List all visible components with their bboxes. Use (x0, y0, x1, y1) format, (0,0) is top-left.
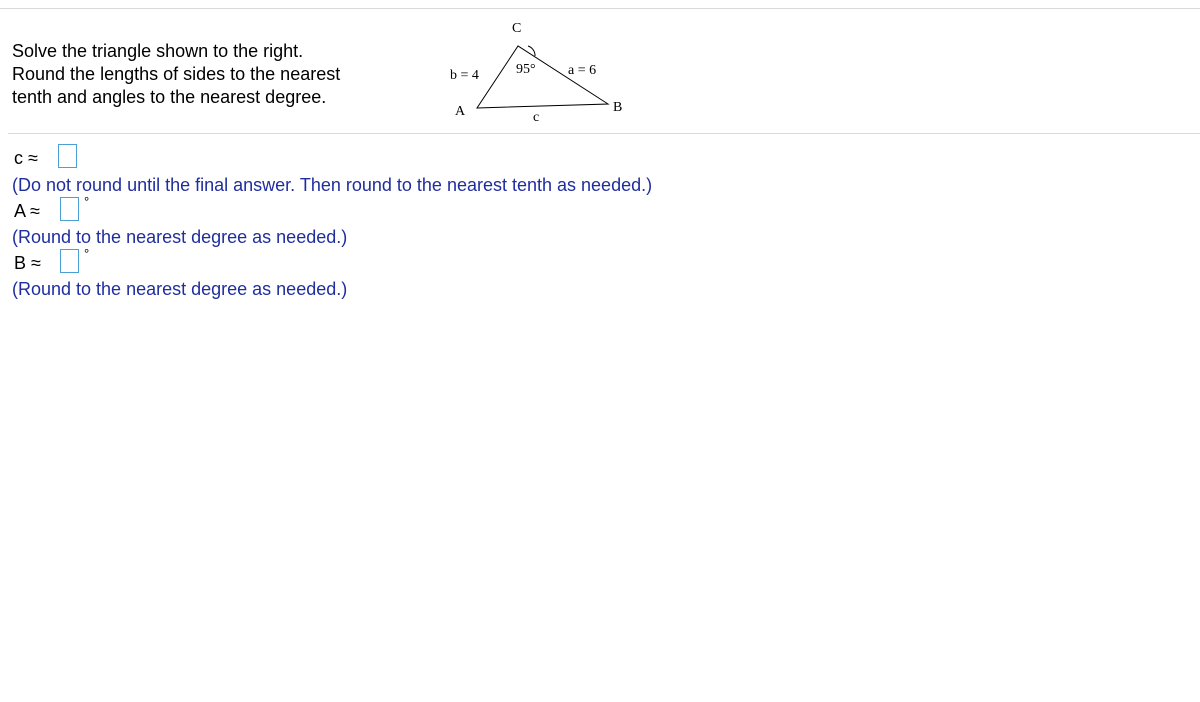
side-c-label: c (533, 110, 540, 125)
angle-c-label: 95° (516, 62, 536, 77)
b-hint: (Round to the nearest degree as needed.) (12, 279, 348, 299)
triangle-figure (440, 18, 640, 128)
prompt-line-1: Solve the triangle shown to the right. (12, 41, 304, 61)
vertex-b-label: B (613, 100, 623, 115)
a-hint: (Round to the nearest degree as needed.) (12, 227, 348, 247)
section-divider (8, 133, 1200, 134)
prompt-line-3: tenth and angles to the nearest degree. (12, 87, 327, 107)
b-label: B ≈ (14, 253, 41, 273)
a-label: A ≈ (14, 201, 40, 221)
a-degree-symbol: ° (84, 194, 90, 209)
side-a-label: a = 6 (568, 63, 597, 78)
vertex-a-label: A (455, 104, 466, 119)
c-hint: (Do not round until the final answer. Then round to the nearest tenth as needed.) (12, 175, 653, 195)
question-prompt (12, 40, 372, 109)
b-answer-input[interactable] (60, 249, 79, 273)
a-answer-input[interactable] (60, 197, 79, 221)
c-label: c ≈ (14, 148, 38, 168)
c-answer-input[interactable] (58, 144, 77, 168)
prompt-line-2: Round the lengths of sides to the nearest (12, 64, 341, 84)
vertex-c-label: C (512, 21, 522, 36)
side-b-label: b = 4 (450, 68, 479, 83)
b-degree-symbol: ° (84, 246, 90, 261)
top-divider (0, 8, 1200, 9)
